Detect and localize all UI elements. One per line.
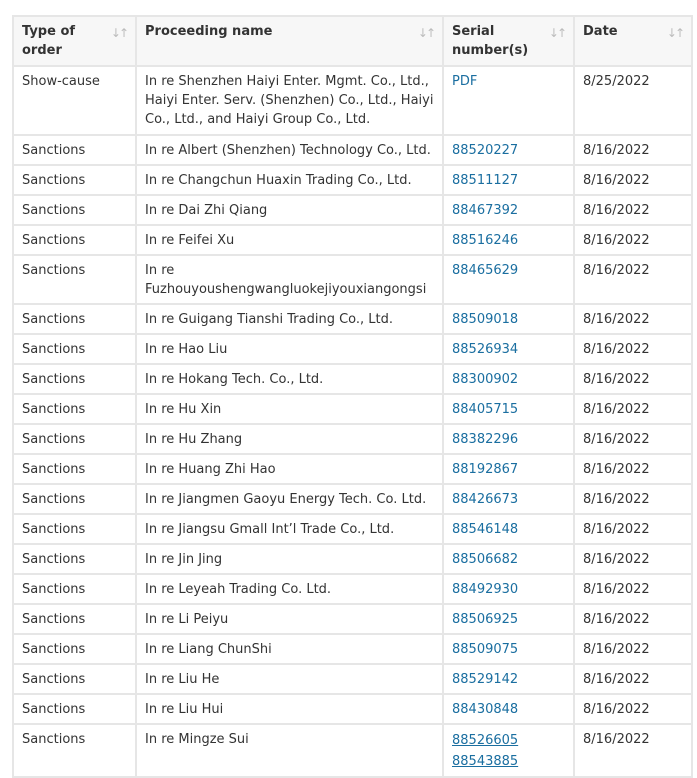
serial-number-link[interactable]: 88526934 bbox=[452, 342, 519, 357]
serial-number-link[interactable]: 88511127 bbox=[452, 173, 519, 188]
table-row bbox=[13, 195, 692, 225]
table-row bbox=[13, 544, 692, 574]
cell-proceeding-name: In re Mingze Sui bbox=[136, 724, 443, 777]
serial-number-link[interactable]: 88543885 bbox=[452, 754, 519, 769]
cell-serial-numbers bbox=[443, 694, 574, 724]
serial-number-link[interactable]: 88405715 bbox=[452, 402, 519, 417]
table-row bbox=[13, 364, 692, 394]
serial-number-link[interactable]: 88492930 bbox=[452, 582, 519, 597]
table-row bbox=[13, 574, 692, 604]
serial-number-link[interactable]: 88509018 bbox=[452, 312, 519, 327]
table-row bbox=[13, 634, 692, 664]
serial-number-link[interactable]: 88382296 bbox=[452, 432, 519, 447]
cell-serial-numbers bbox=[443, 634, 574, 664]
table-row bbox=[13, 334, 692, 364]
table-row bbox=[13, 66, 692, 135]
cell-serial-numbers bbox=[443, 195, 574, 225]
cell-date: 8/16/2022 bbox=[574, 135, 692, 165]
table-row bbox=[13, 514, 692, 544]
cell-proceeding-name: In re Feifei Xu bbox=[136, 225, 443, 255]
table-row bbox=[13, 394, 692, 424]
cell-order-type: Sanctions bbox=[13, 135, 136, 165]
cell-order-type: Sanctions bbox=[13, 364, 136, 394]
table-row bbox=[13, 304, 692, 334]
cell-order-type: Sanctions bbox=[13, 634, 136, 664]
table-row bbox=[13, 604, 692, 634]
serial-number-link[interactable]: 88529142 bbox=[452, 672, 519, 687]
serial-number-link[interactable]: 88467392 bbox=[452, 203, 519, 218]
cell-order-type: Sanctions bbox=[13, 424, 136, 454]
cell-proceeding-name: In re Jiangmen Gaoyu Energy Tech. Co. Ltd. bbox=[136, 484, 443, 514]
cell-date: 8/16/2022 bbox=[574, 225, 692, 255]
cell-serial-numbers bbox=[443, 454, 574, 484]
orders-table bbox=[12, 15, 693, 778]
serial-number-link[interactable]: 88300902 bbox=[452, 372, 519, 387]
cell-order-type: Sanctions bbox=[13, 165, 136, 195]
serial-number-link[interactable]: 88506925 bbox=[452, 612, 519, 627]
cell-proceeding-name: In re Huang Zhi Hao bbox=[136, 454, 443, 484]
cell-date: 8/16/2022 bbox=[574, 255, 692, 304]
cell-date: 8/16/2022 bbox=[574, 694, 692, 724]
serial-number-link[interactable]: 88516246 bbox=[452, 233, 519, 248]
cell-date: 8/16/2022 bbox=[574, 304, 692, 334]
cell-date: 8/16/2022 bbox=[574, 454, 692, 484]
cell-serial-numbers bbox=[443, 514, 574, 544]
cell-serial-numbers bbox=[443, 394, 574, 424]
serial-number-link[interactable]: 88192867 bbox=[452, 462, 519, 477]
cell-serial-numbers bbox=[443, 66, 574, 135]
cell-serial-numbers bbox=[443, 484, 574, 514]
table-row bbox=[13, 424, 692, 454]
table-row bbox=[13, 225, 692, 255]
cell-proceeding-name: In re Jin Jing bbox=[136, 544, 443, 574]
table-header-row bbox=[13, 16, 692, 66]
cell-order-type: Sanctions bbox=[13, 544, 136, 574]
cell-proceeding-name: In re Dai Zhi Qiang bbox=[136, 195, 443, 225]
cell-serial-numbers bbox=[443, 334, 574, 364]
cell-order-type: Sanctions bbox=[13, 604, 136, 634]
cell-proceeding-name: In re Leyeah Trading Co. Ltd. bbox=[136, 574, 443, 604]
cell-serial-numbers bbox=[443, 304, 574, 334]
table-row bbox=[13, 724, 692, 777]
cell-serial-numbers bbox=[443, 255, 574, 304]
cell-proceeding-name: In re Hu Xin bbox=[136, 394, 443, 424]
column-header-label: Serial number(s) bbox=[452, 24, 529, 58]
cell-serial-numbers bbox=[443, 424, 574, 454]
cell-date: 8/16/2022 bbox=[574, 484, 692, 514]
table-row bbox=[13, 694, 692, 724]
table-row bbox=[13, 165, 692, 195]
cell-order-type: Show-cause bbox=[13, 66, 136, 135]
serial-number-link[interactable]: 88526605 bbox=[452, 733, 519, 748]
cell-order-type: Sanctions bbox=[13, 664, 136, 694]
cell-order-type: Sanctions bbox=[13, 484, 136, 514]
column-header-serial[interactable] bbox=[443, 16, 574, 66]
cell-serial-numbers bbox=[443, 544, 574, 574]
cell-proceeding-name: In re Guigang Tianshi Trading Co., Ltd. bbox=[136, 304, 443, 334]
table-row bbox=[13, 255, 692, 304]
cell-serial-numbers bbox=[443, 165, 574, 195]
sort-icon[interactable]: ↓↑ bbox=[110, 26, 127, 40]
cell-serial-numbers bbox=[443, 604, 574, 634]
cell-order-type: Sanctions bbox=[13, 334, 136, 364]
cell-order-type: Sanctions bbox=[13, 394, 136, 424]
cell-proceeding-name: In re Liang ChunShi bbox=[136, 634, 443, 664]
cell-date: 8/16/2022 bbox=[574, 544, 692, 574]
cell-date: 8/16/2022 bbox=[574, 724, 692, 777]
cell-date: 8/16/2022 bbox=[574, 364, 692, 394]
cell-proceeding-name: In re Hao Liu bbox=[136, 334, 443, 364]
cell-date: 8/16/2022 bbox=[574, 634, 692, 664]
sort-icon[interactable]: ↓↑ bbox=[417, 26, 434, 40]
cell-date: 8/16/2022 bbox=[574, 424, 692, 454]
cell-order-type: Sanctions bbox=[13, 225, 136, 255]
column-header-label: Type of order bbox=[22, 24, 76, 58]
cell-date: 8/16/2022 bbox=[574, 334, 692, 364]
serial-number-link[interactable]: 88465629 bbox=[452, 263, 519, 278]
cell-date: 8/16/2022 bbox=[574, 165, 692, 195]
cell-order-type: Sanctions bbox=[13, 195, 136, 225]
cell-proceeding-name: In re Fuzhouyoushengwangluokejiyouxiangongsi bbox=[136, 255, 443, 304]
cell-serial-numbers bbox=[443, 225, 574, 255]
serial-number-link[interactable]: 88509075 bbox=[452, 642, 519, 657]
sort-icon[interactable]: ↓↑ bbox=[666, 26, 683, 40]
cell-order-type: Sanctions bbox=[13, 694, 136, 724]
serial-number-link[interactable]: 88520227 bbox=[452, 143, 519, 158]
cell-proceeding-name: In re Jiangsu Gmall Int’l Trade Co., Ltd. bbox=[136, 514, 443, 544]
column-header-type[interactable] bbox=[13, 16, 136, 66]
cell-order-type: Sanctions bbox=[13, 454, 136, 484]
cell-serial-numbers bbox=[443, 664, 574, 694]
cell-date: 8/25/2022 bbox=[574, 66, 692, 135]
column-header-label: Proceeding name bbox=[145, 24, 273, 39]
sort-icon[interactable]: ↓↑ bbox=[548, 26, 565, 40]
cell-date: 8/16/2022 bbox=[574, 514, 692, 544]
cell-proceeding-name: In re Li Peiyu bbox=[136, 604, 443, 634]
cell-order-type: Sanctions bbox=[13, 724, 136, 777]
cell-proceeding-name: In re Albert (Shenzhen) Technology Co., Ltd. bbox=[136, 135, 443, 165]
cell-date: 8/16/2022 bbox=[574, 604, 692, 634]
table-row bbox=[13, 135, 692, 165]
cell-date: 8/16/2022 bbox=[574, 394, 692, 424]
cell-date: 8/16/2022 bbox=[574, 574, 692, 604]
cell-serial-numbers bbox=[443, 135, 574, 165]
table-row bbox=[13, 454, 692, 484]
cell-serial-numbers bbox=[443, 574, 574, 604]
cell-proceeding-name: In re Liu Hui bbox=[136, 694, 443, 724]
cell-proceeding-name: In re Hokang Tech. Co., Ltd. bbox=[136, 364, 443, 394]
orders-table-container bbox=[12, 15, 691, 778]
cell-order-type: Sanctions bbox=[13, 574, 136, 604]
cell-serial-numbers bbox=[443, 364, 574, 394]
cell-proceeding-name: In re Changchun Huaxin Trading Co., Ltd. bbox=[136, 165, 443, 195]
cell-order-type: Sanctions bbox=[13, 304, 136, 334]
serial-number-link[interactable]: PDF bbox=[452, 74, 478, 89]
table-row bbox=[13, 664, 692, 694]
cell-serial-numbers bbox=[443, 724, 574, 777]
serial-number-link[interactable]: 88546148 bbox=[452, 522, 519, 537]
cell-proceeding-name: In re Hu Zhang bbox=[136, 424, 443, 454]
column-header-label: Date bbox=[583, 24, 618, 39]
cell-order-type: Sanctions bbox=[13, 514, 136, 544]
column-header-date[interactable] bbox=[574, 16, 692, 66]
cell-date: 8/16/2022 bbox=[574, 195, 692, 225]
serial-number-link[interactable]: 88506682 bbox=[452, 552, 519, 567]
serial-number-link[interactable]: 88426673 bbox=[452, 492, 519, 507]
table-row bbox=[13, 484, 692, 514]
table-body bbox=[13, 66, 692, 777]
cell-date: 8/16/2022 bbox=[574, 664, 692, 694]
cell-order-type: Sanctions bbox=[13, 255, 136, 304]
serial-number-link[interactable]: 88430848 bbox=[452, 702, 519, 717]
cell-proceeding-name: In re Liu He bbox=[136, 664, 443, 694]
column-header-proceeding[interactable] bbox=[136, 16, 443, 66]
cell-proceeding-name: In re Shenzhen Haiyi Enter. Mgmt. Co., Ltd., Haiyi Enter. Serv. (Shenzhen) Co., Ltd., Haiyi Co., Ltd., and Haiyi Group Co., Ltd. bbox=[136, 66, 443, 135]
